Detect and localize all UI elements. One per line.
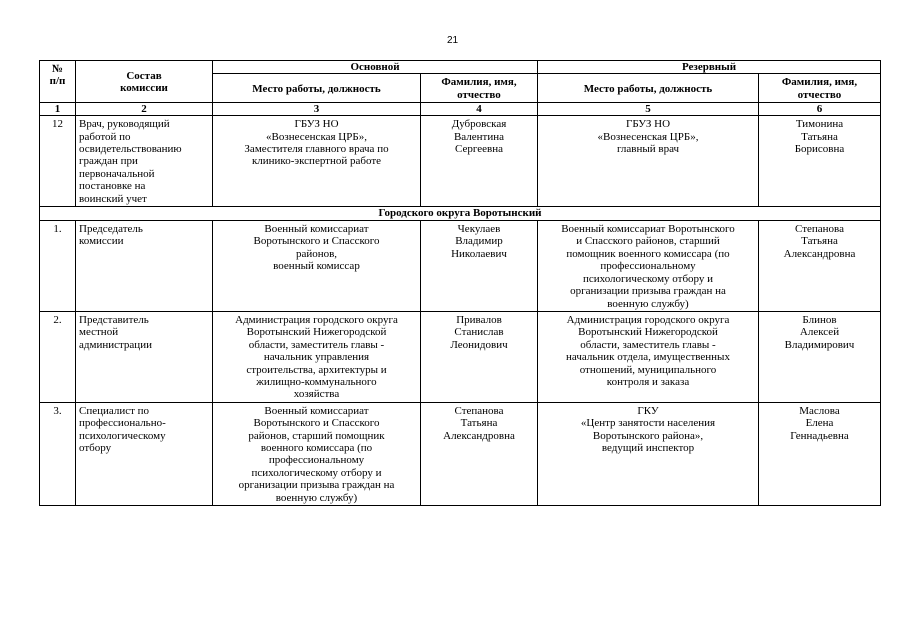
col-number: 2 [76, 103, 213, 116]
row-main-name: Чекулаев Владимир Николаевич [421, 221, 538, 312]
header-reserve: Резервный [538, 61, 881, 74]
row-reserve-name: Маслова Елена Геннадьевна [759, 402, 881, 505]
header-reserve-name: Фамилия, имя, отчество [759, 74, 881, 103]
row-main-workplace: ГБУЗ НО «Вознесенская ЦРБ», Заместителя главного врача по клинико-экспертной работе [213, 116, 421, 207]
section-row [40, 207, 881, 221]
header-main-name: Фамилия, имя, отчество [421, 74, 538, 103]
row-reserve-workplace: ГКУ «Центр занятости населения Воротынского района», ведущий инспектор [538, 402, 759, 505]
col-number: 1 [40, 103, 76, 116]
section-title: Городского округа Воротынский [40, 207, 881, 221]
header-main: Основной [213, 61, 538, 74]
row-main-workplace: Военный комиссариат Воротынского и Спасского районов, старший помощник военного комиссара (по профессиональному психологическому отбору и организации призыва граждан на военную службу) [213, 402, 421, 505]
row-reserve-workplace: ГБУЗ НО «Вознесенская ЦРБ», главный врач [538, 116, 759, 207]
row-main-name: Привалов Станислав Леонидович [421, 311, 538, 402]
row-composition: Специалист по профессионально- психологическому отбору [76, 402, 213, 505]
table-row [40, 402, 881, 505]
col-number: 5 [538, 103, 759, 116]
row-reserve-workplace: Администрация городского округа Воротынский Нижегородской области, заместитель главы - начальник отдела, имущественных отношений, муниципального контроля и заказа [538, 311, 759, 402]
col-number: 4 [421, 103, 538, 116]
row-main-workplace: Военный комиссариат Воротынского и Спасского районов, военный комиссар [213, 221, 421, 312]
row-reserve-name: Тимонина Татьяна Борисовна [759, 116, 881, 207]
table-row [40, 116, 881, 207]
row-reserve-workplace: Военный комиссариат Воротынского и Спасского районов, старший помощник военного комиссара (по профессиональному психологическому отбору и организации призыва граждан на военную службу) [538, 221, 759, 312]
row-reserve-name: Блинов Алексей Владимирович [759, 311, 881, 402]
page-number: 21 [446, 35, 459, 46]
header-row-1 [40, 61, 881, 74]
row-main-workplace: Администрация городского округа Воротынский Нижегородской области, заместитель главы - начальник управления строительства, архитектуры и жилищно-коммунального хозяйства [213, 311, 421, 402]
row-main-name: Дубровская Валентина Сергеевна [421, 116, 538, 207]
row-composition: Врач, руководящий работой по освидетельствованию граждан при первоначальной постановке на воинский учет [76, 116, 213, 207]
table-row [40, 221, 881, 312]
row-number: 2. [40, 311, 76, 402]
col-number: 3 [213, 103, 421, 116]
column-number-row [40, 103, 881, 116]
row-main-name: Степанова Татьяна Александровна [421, 402, 538, 505]
header-main-workplace: Место работы, должность [213, 74, 421, 103]
row-composition: Председатель комиссии [76, 221, 213, 312]
table-row [40, 311, 881, 402]
col-number: 6 [759, 103, 881, 116]
commission-table [39, 60, 881, 506]
row-number: 1. [40, 221, 76, 312]
header-no: № п/п [40, 61, 76, 103]
header-reserve-workplace: Место работы, должность [538, 74, 759, 103]
row-reserve-name: Степанова Татьяна Александровна [759, 221, 881, 312]
row-number: 3. [40, 402, 76, 505]
header-composition: Состав комиссии [76, 61, 213, 103]
row-number: 12 [40, 116, 76, 207]
row-composition: Представитель местной администрации [76, 311, 213, 402]
